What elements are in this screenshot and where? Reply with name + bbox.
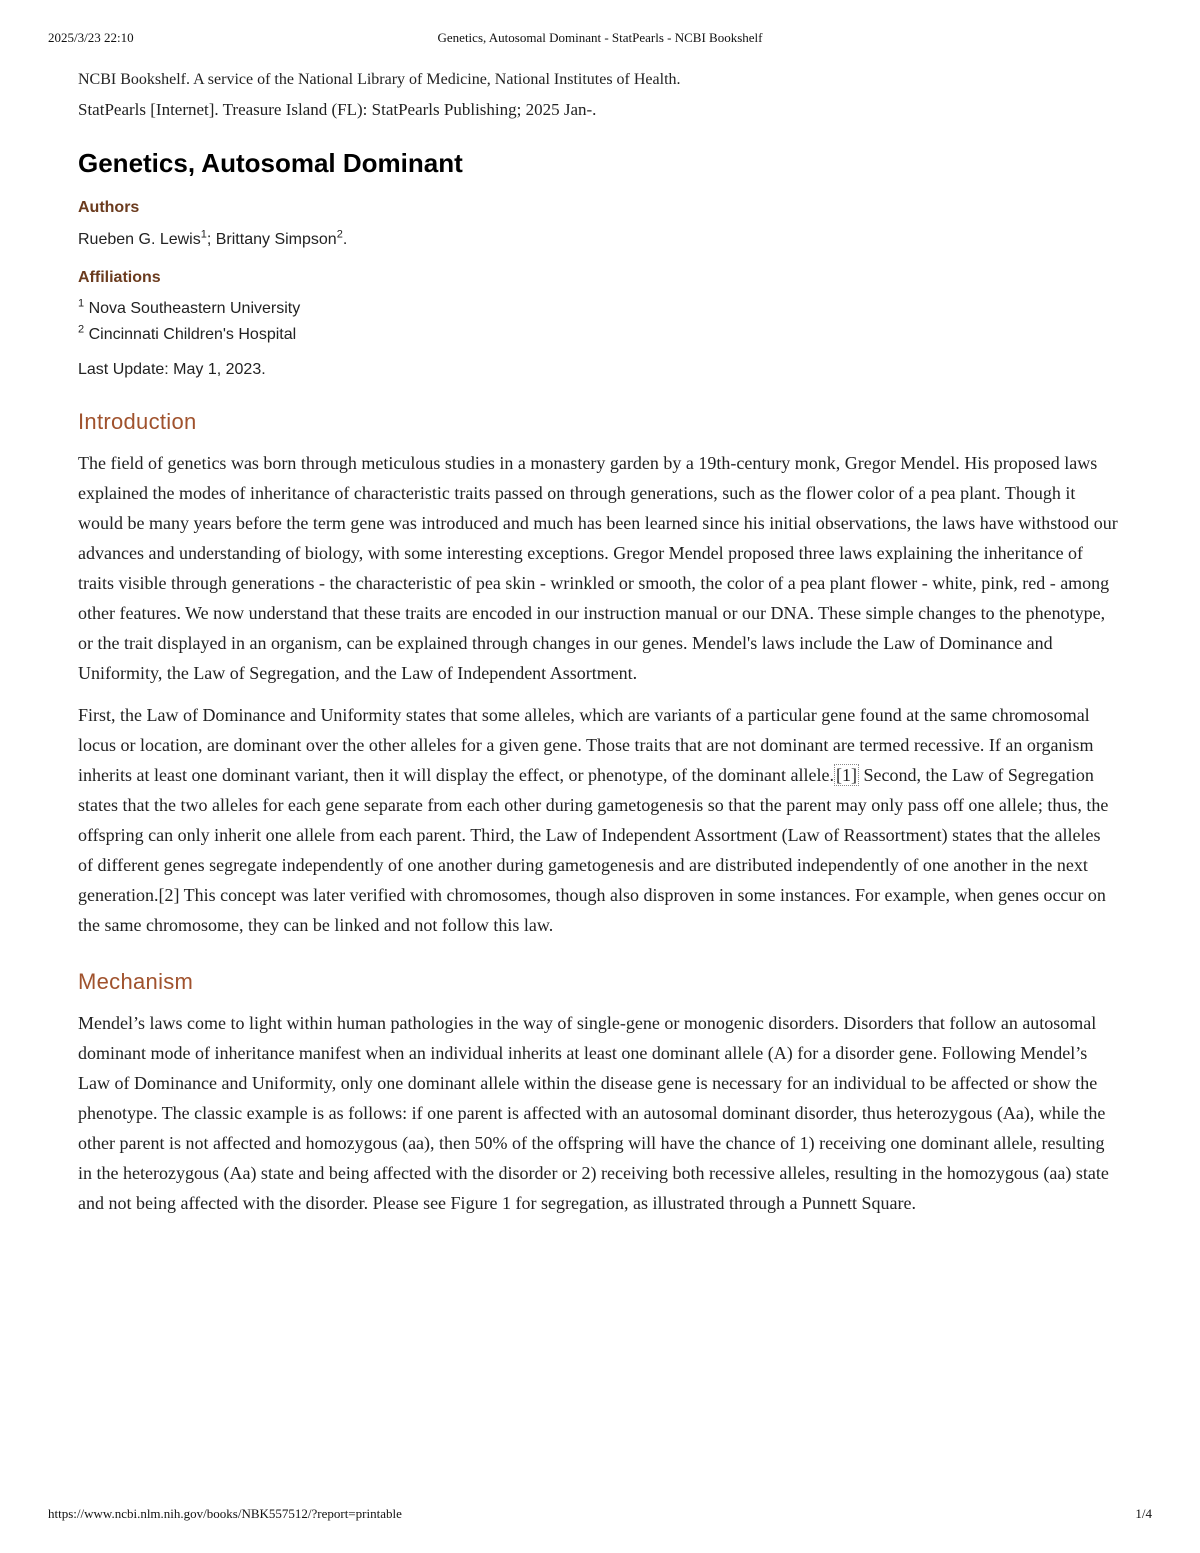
article [78, 62, 1118, 1218]
citation-link-2[interactable]: [2] [158, 885, 180, 905]
affiliation-item [78, 296, 1118, 322]
affiliations-list [78, 296, 1118, 348]
authors-label: Authors [78, 199, 140, 216]
print-header-title: Genetics, Autosomal Dominant - StatPearls - NCBI Bookshelf [437, 30, 763, 45]
print-header-date: 2025/3/23 22:10 [48, 30, 134, 45]
introduction-paragraph-1: The field of genetics was born through meticulous studies in a monastery garden by a 19th-century monk, Gregor Mendel. His proposed laws explained the modes of inheritance of characteristic traits passed on through generations, such as the flower color of a pea plant. Though it would be many years before the term gene was introduced and much has been learned since his initial observations, the laws have withstood our advances and understanding of biology, with some interesting exceptions. Gregor Mendel proposed three laws explaining the inheritance of traits visible through generations - the characteristic of pea skin - wrinkled or smooth, the color of a pea plant flower - white, pink, red - among other features. We now understand that these traits are encoded in our instruction manual or our DNA. These simple changes to the phenotype, or the trait displayed in an organism, can be explained through changes in our genes. Mendel's laws include the Law of Dominance and Uniformity, the Law of Segregation, and the Law of Independent Assortment. [78, 453, 1118, 683]
affiliations-label: Affiliations [78, 269, 161, 286]
authors-end: . [342, 231, 348, 248]
author-1-affil-sup: 1 [200, 228, 207, 241]
affiliation-name: Nova Southeastern University [88, 300, 301, 317]
page-title: Genetics, Autosomal Dominant [78, 148, 463, 178]
introduction-paragraph-2 [78, 700, 1118, 940]
mechanism-paragraph-1: Mendel’s laws come to light within human pathologies in the way of single-gene or monogenic disorders. Disorders that follow an autosomal dominant mode of inheritance manifest when an individual inherits at least one dominant allele (A) for a disorder gene. Following Mendel’s Law of Dominance and Uniformity, only one dominant allele within the disease gene is necessary for an individual to be affected or show the phenotype. The classic example is as follows: if one parent is affected with an autosomal dominant disorder, thus heterozygous (Aa), while the other parent is not affected and homozygous (aa), then 50% of the offspring will have the chance of 1) receiving one dominant allele, resulting in the heterozygous (Aa) state and being affected with the disorder or 2) receiving both recessive alleles, resulting in the homozygous (aa) state and not being affected with the disorder. Please see Figure 1 for segregation, as illustrated through a Punnett Square. [78, 1013, 1109, 1213]
bookshelf-line: NCBI Bookshelf. A service of the National Library of Medicine, National Institutes of Health. [78, 71, 681, 88]
print-footer-url: https://www.ncbi.nlm.nih.gov/books/NBK557512/?report=printable [48, 1506, 402, 1521]
section-heading-introduction: Introduction [78, 409, 197, 434]
author-1-link[interactable]: Rueben G. Lewis [78, 231, 201, 248]
author-separator: ; [206, 231, 216, 248]
affiliation-item [78, 322, 1118, 348]
section-heading-mechanism: Mechanism [78, 969, 194, 994]
affiliation-number: 2 [78, 323, 85, 336]
author-2-affil-sup: 2 [336, 228, 343, 241]
affiliation-number: 1 [78, 297, 85, 310]
print-footer-page-number: 1/4 [1135, 1506, 1152, 1521]
authors-list [78, 230, 1118, 250]
paragraph-text: Second, the Law of Segregation states that the two alleles for each gene separate from each other during gametogenesis so that the parent may only pass off one allele; thus, the offspring can only inherit one allele from each parent. Third, the Law of Independent Assortment (Law of Reassortment) states that the alleles of different genes segregate independently of one another during gametogenesis and are distributed independently of one another in the next generation. [78, 765, 1109, 905]
author-2-link[interactable]: Brittany Simpson [215, 231, 337, 248]
citation-link-1[interactable]: [1] [835, 765, 857, 785]
citation-line: StatPearls [Internet]. Treasure Island (FL): StatPearls Publishing; 2025 Jan-. [78, 100, 597, 119]
affiliation-name: Cincinnati Children's Hospital [88, 326, 297, 343]
paragraph-text: This concept was later verified with chromosomes, though also disproven in some instances. For example, when genes occur on the same chromosome, they can be linked and not follow this law. [78, 885, 1106, 935]
paragraph-text: First, the Law of Dominance and Uniformity states that some alleles, which are variants of a particular gene found at the same chromosomal locus or location, are dominant over the other alleles for a given gene. Those traits that are not dominant are termed recessive. If an organism inherits at least one dominant variant, then it will display the effect, or phenotype, of the dominant allele. [78, 705, 1094, 785]
last-update: Last Update: May 1, 2023. [78, 361, 266, 378]
